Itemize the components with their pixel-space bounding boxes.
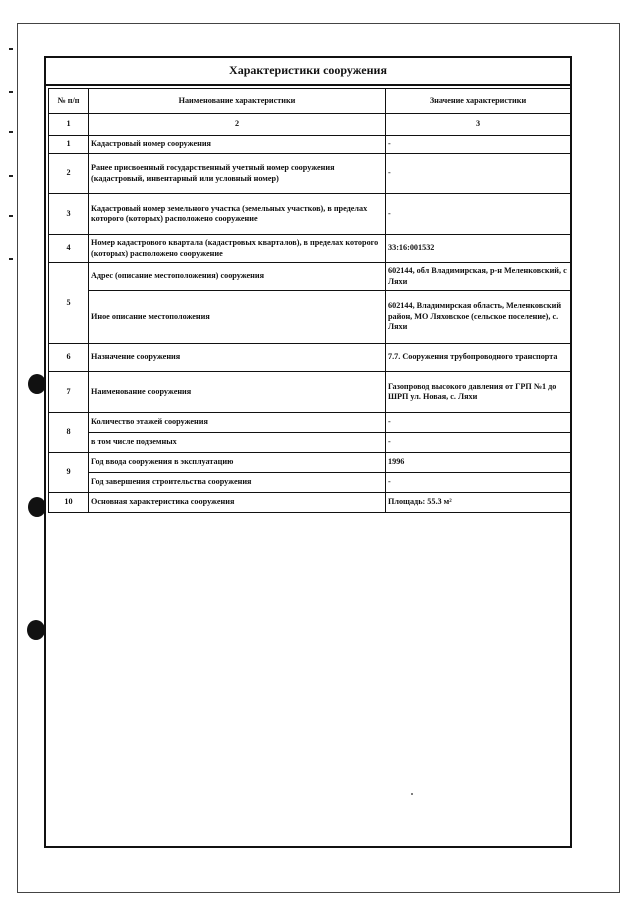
row-value: - <box>386 136 571 154</box>
table-row <box>49 235 571 263</box>
row-name: Назначение сооружения <box>89 344 386 372</box>
row-name-secondary: Год завершения строительства сооружения <box>89 473 386 493</box>
column-number-row <box>49 114 571 136</box>
margin-mark <box>9 131 13 133</box>
row-value: 602144, обл Владимирская, р-н Меленковский, с Ляхи <box>386 263 571 291</box>
row-name: Ранее присвоенный государственный учетный номер сооружения (кадастровый, инвентарный или условный номер) <box>89 154 386 194</box>
table-row <box>49 154 571 194</box>
row-number: 7 <box>49 372 89 413</box>
document-title: Характеристики сооружения <box>44 56 572 86</box>
header-value: Значение характеристики <box>386 89 571 114</box>
table-row <box>49 372 571 413</box>
table-row <box>49 194 571 235</box>
punch-hole-mark <box>28 374 46 394</box>
margin-mark <box>9 48 13 50</box>
row-value: 7.7. Сооружения трубопроводного транспорта <box>386 344 571 372</box>
col-number-3: 3 <box>386 114 571 136</box>
table-row <box>49 344 571 372</box>
row-name-secondary: в том числе подземных <box>89 433 386 453</box>
row-number: 2 <box>49 154 89 194</box>
row-name: Адрес (описание местоположения) сооружения <box>89 263 386 291</box>
row-value: 33:16:001532 <box>386 235 571 263</box>
row-value: Площадь: 55.3 м² <box>386 493 571 513</box>
row-name: Кадастровый номер сооружения <box>89 136 386 154</box>
col-number-1: 1 <box>49 114 89 136</box>
punch-hole-mark <box>27 620 45 640</box>
row-number: 1 <box>49 136 89 154</box>
row-value-secondary: - <box>386 473 571 493</box>
margin-mark <box>9 175 13 177</box>
table-row <box>49 453 571 473</box>
characteristics-table <box>48 88 571 513</box>
row-name: Количество этажей сооружения <box>89 413 386 433</box>
margin-mark <box>9 91 13 93</box>
row-number: 5 <box>49 263 89 344</box>
row-number: 4 <box>49 235 89 263</box>
row-name: Кадастровый номер земельного участка (земельных участков), в пределах которого (которых) расположено сооружение <box>89 194 386 235</box>
margin-mark <box>9 215 13 217</box>
table-subrow <box>49 473 571 493</box>
row-number: 6 <box>49 344 89 372</box>
row-number: 8 <box>49 413 89 453</box>
row-name: Год ввода сооружения в эксплуатацию <box>89 453 386 473</box>
row-name-secondary: Иное описание местоположения <box>89 291 386 344</box>
row-value-secondary: 602144, Владимирская область, Меленковский район, МО Ляховское (сельское поселение), с. Ляхи <box>386 291 571 344</box>
row-value: - <box>386 413 571 433</box>
row-value-secondary: - <box>386 433 571 453</box>
col-number-2: 2 <box>89 114 386 136</box>
table-row <box>49 136 571 154</box>
row-value: Газопровод высокого давления от ГРП №1 до ШРП ул. Новая, с. Ляхи <box>386 372 571 413</box>
scan-speck <box>411 793 413 795</box>
header-num: № п/п <box>49 89 89 114</box>
margin-mark <box>9 258 13 260</box>
table-subrow <box>49 291 571 344</box>
row-name: Наименование сооружения <box>89 372 386 413</box>
table-row <box>49 493 571 513</box>
row-number: 10 <box>49 493 89 513</box>
table-header-row <box>49 89 571 114</box>
row-number: 9 <box>49 453 89 493</box>
table-subrow <box>49 433 571 453</box>
header-name: Наименование характеристики <box>89 89 386 114</box>
row-value: 1996 <box>386 453 571 473</box>
row-value: - <box>386 194 571 235</box>
table-row <box>49 263 571 291</box>
row-number: 3 <box>49 194 89 235</box>
row-name: Основная характеристика сооружения <box>89 493 386 513</box>
table-row <box>49 413 571 433</box>
row-name: Номер кадастрового квартала (кадастровых кварталов), в пределах которого (которых) расположено сооружение <box>89 235 386 263</box>
row-value: - <box>386 154 571 194</box>
punch-hole-mark <box>28 497 46 517</box>
